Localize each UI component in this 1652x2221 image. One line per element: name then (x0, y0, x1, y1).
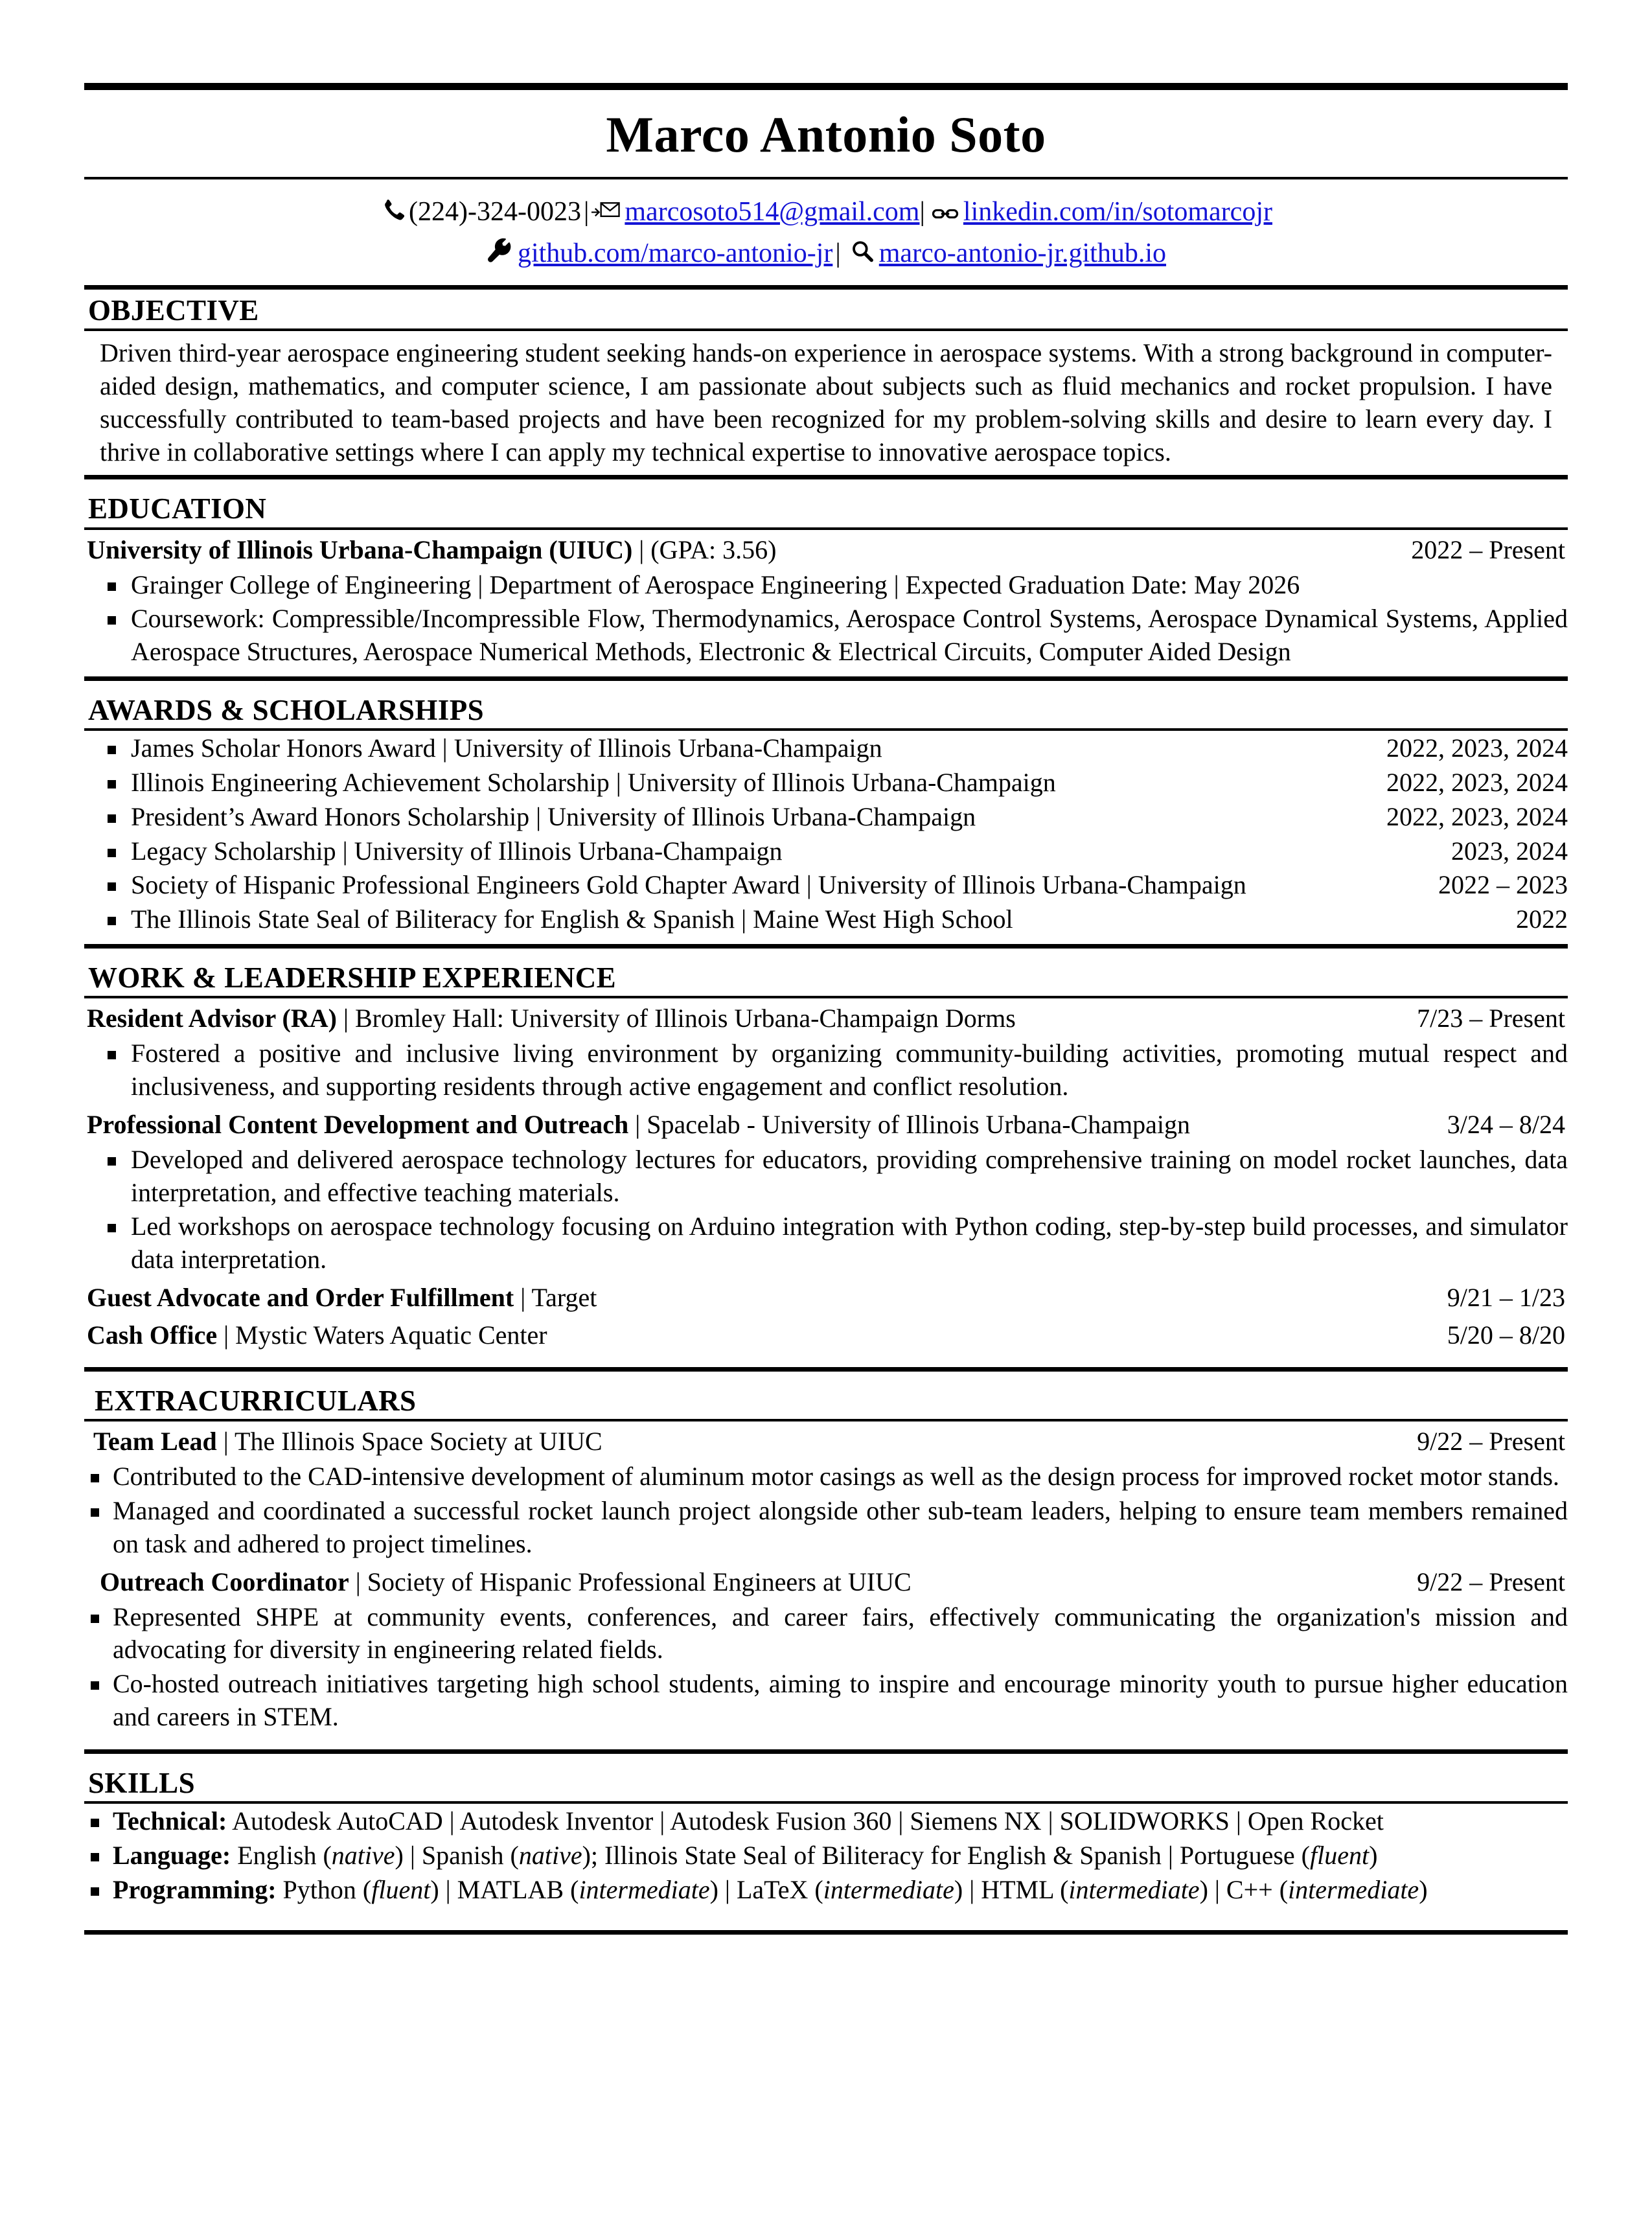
section-objective (84, 285, 1568, 479)
extracurriculars-bottom-rule (84, 1749, 1568, 1754)
list-item (84, 1805, 1568, 1838)
section-title-work: WORK & LEADERSHIP EXPERIENCE (88, 961, 617, 995)
list-item (84, 732, 1568, 765)
award-date: 2022, 2023, 2024 (1386, 733, 1568, 763)
skills-bottom-rule (84, 1930, 1568, 1935)
section-title-education: EDUCATION (88, 492, 267, 525)
extracurricular-dates: 9/22 – Present (1417, 1427, 1565, 1456)
award-date: 2022, 2023, 2024 (1386, 801, 1568, 831)
award-date: 2023, 2024 (1451, 836, 1568, 866)
section-title-skills: SKILLS (88, 1766, 195, 1799)
section-skills (84, 1754, 1568, 1935)
list-item: Managed and coordinated a successful rocket launch project alongside other sub-team leaders, helping to ensure team members remained on task and adhered to project timelines. (84, 1495, 1568, 1561)
work-org: | Target (514, 1283, 597, 1313)
work-dates: 9/21 – 1/23 (1447, 1283, 1565, 1313)
list-item: Contributed to the CAD-intensive development of aluminum motor casings as well as the design process for improved rocket motor stands. (84, 1460, 1568, 1493)
work-role: Resident Advisor (RA) (87, 1004, 337, 1033)
list-item (84, 835, 1568, 868)
award-text: Illinois Engineering Achievement Scholarship | University of Illinois Urbana-Champaign (131, 768, 1056, 798)
contact-block (84, 179, 1568, 270)
section-title-awards: AWARDS & SCHOLARSHIPS (88, 693, 485, 726)
work-bullets (84, 1037, 1568, 1103)
objective-top-rule (84, 285, 1568, 290)
work-entry-header (84, 998, 1568, 1036)
work-org: | Mystic Waters Aquatic Center (217, 1320, 547, 1350)
education-bottom-rule (84, 676, 1568, 681)
work-entry-header (84, 1105, 1568, 1142)
list-item: Represented SHPE at community events, conferences, and career fairs, effectively communicating the organization's mission and advocating for diversity in engineering related fields. (84, 1601, 1568, 1667)
extracurricular-bullets (84, 1460, 1568, 1560)
award-date: 2022, 2023, 2024 (1386, 768, 1568, 798)
work-role: Professional Content Development and Outreach (87, 1109, 629, 1139)
page-title: Marco Antonio Soto (606, 106, 1046, 163)
award-text: Legacy Scholarship | University of Illinois Urbana-Champaign (131, 836, 783, 866)
list-item (84, 766, 1568, 800)
work-entry-header (84, 1315, 1568, 1353)
work-dates: 5/20 – 8/20 (1447, 1320, 1565, 1350)
extracurricular-bullets (84, 1601, 1568, 1734)
work-role: Cash Office (87, 1320, 218, 1350)
section-awards (84, 681, 1568, 949)
extracurricular-entry-header (84, 1562, 1568, 1600)
list-item (84, 1839, 1568, 1872)
education-entry-header (84, 530, 1568, 568)
work-bottom-rule (84, 1367, 1568, 1372)
contact-separator-1: | (583, 197, 590, 227)
linkedin-link[interactable]: linkedin.com/in/sotomarcojr (963, 197, 1272, 227)
list-item: Grainger College of Engineering | Department of Aerospace Engineering | Expected Graduation Date: May 2026 (84, 569, 1568, 602)
list-item (84, 869, 1568, 902)
work-org: | Bromley Hall: University of Illinois Urbana-Champaign Dorms (336, 1004, 1016, 1033)
awards-title-rule (84, 728, 1568, 731)
education-dates: 2022 – Present (1411, 535, 1565, 564)
work-role: Guest Advocate and Order Fulfillment (87, 1283, 514, 1313)
contact-row-secondary (84, 238, 1568, 270)
list-item (84, 1874, 1568, 1907)
skills-list (84, 1805, 1568, 1906)
award-text: James Scholar Honors Award | University of Illinois Urbana-Champaign (131, 733, 882, 763)
list-item: Led workshops on aerospace technology focusing on Arduino integration with Python coding, step-by-step build processes, and simulator data interpretation. (84, 1210, 1568, 1276)
work-dates: 3/24 – 8/24 (1447, 1109, 1565, 1139)
work-org: | Spacelab - University of Illinois Urbana-Champaign (628, 1109, 1190, 1139)
contact-separator-3: | (835, 238, 841, 268)
skills-programming-label: Programming: (113, 1874, 277, 1904)
header-top-rule (84, 83, 1568, 90)
extracurricular-entry-header (84, 1421, 1568, 1459)
award-text: The Illinois State Seal of Biliteracy for English & Spanish | Maine West High School (131, 904, 1013, 934)
phone-icon (380, 198, 404, 222)
list-item (84, 903, 1568, 936)
github-link[interactable]: github.com/marco-antonio-jr (517, 238, 833, 268)
skills-title-rule (84, 1801, 1568, 1804)
awards-bottom-rule (84, 944, 1568, 949)
award-date: 2022 (1516, 904, 1568, 934)
wrench-icon (486, 238, 513, 264)
magnifier-icon (850, 239, 875, 264)
envelope-icon (591, 199, 620, 222)
skills-technical-value: Autodesk AutoCAD | Autodesk Inventor | Autodesk Fusion 360 | Siemens NX | SOLIDWORKS | Open Rocket (227, 1806, 1384, 1836)
section-title-objective: OBJECTIVE (88, 294, 259, 327)
award-date: 2022 – 2023 (1438, 870, 1568, 900)
skills-language-value: English (native) | Spanish (native); Illinois State Seal of Biliteracy for English & Spanish | Portuguese (fluent) (231, 1840, 1378, 1870)
list-item: Co-hosted outreach initiatives targeting high school students, aiming to inspire and encourage minority youth to pursue higher education and careers in STEM. (84, 1668, 1568, 1734)
section-work (84, 949, 1568, 1372)
resume-page (0, 83, 1652, 2221)
awards-list (84, 732, 1568, 936)
skills-technical-label: Technical: (113, 1806, 227, 1836)
website-link[interactable]: marco-antonio-jr.github.io (878, 238, 1167, 268)
link-icon (932, 205, 959, 222)
email-link[interactable]: marcosoto514@gmail.com (625, 197, 920, 227)
work-bullets (84, 1144, 1568, 1276)
phone-text: (224)-324-0023 (409, 197, 581, 227)
objective-bottom-rule (84, 475, 1568, 479)
extracurricular-org: | Society of Hispanic Professional Engineers at UIUC (349, 1567, 912, 1596)
skills-programming-value: Python (fluent) | MATLAB (intermediate) | LaTeX (intermediate) | HTML (intermediate) | C++ (intermediate) (276, 1874, 1428, 1904)
contact-row-primary (84, 196, 1568, 229)
work-dates: 7/23 – Present (1417, 1004, 1565, 1033)
section-title-extracurriculars: EXTRACURRICULARS (95, 1385, 417, 1418)
extracurricular-org: | The Illinois Space Society at UIUC (216, 1427, 602, 1456)
list-item: Developed and delivered aerospace technology lectures for educators, providing comprehensive training on model rocket launches, data interpretation, and effective teaching materials. (84, 1144, 1568, 1210)
education-school: University of Illinois Urbana-Champaign (UIUC) (87, 535, 633, 564)
list-item: Coursework: Compressible/Incompressible Flow, Thermodynamics, Aerospace Control Systems, Aerospace Dynamical Systems, Applied Aerospace Structures, Aerospace Numerical Methods, Electronic & Electrical Circuits, Computer Aided Design (84, 603, 1568, 669)
extracurricular-role: Team Lead (93, 1427, 217, 1456)
section-education (84, 479, 1568, 681)
work-entry-header (84, 1278, 1568, 1315)
section-extracurriculars (84, 1372, 1568, 1754)
list-item: Fostered a positive and inclusive living environment by organizing community-building activities, promoting mutual respect and inclusiveness, and supporting residents through active engagement and conflict resolution. (84, 1037, 1568, 1103)
objective-text: Driven third-year aerospace engineering student seeking hands-on experience in aerospace systems. With a strong background in computer-aided design, mathematics, and computer science, I am passionate about subjects such as fluid mechanics and rocket propulsion. I have successfully contributed to team-based projects and have been recognized for my problem-solving skills and desire to learn every day. I thrive in collaborative settings where I can apply my technical expertise to innovative aerospace topics. (100, 338, 1552, 467)
award-text: Society of Hispanic Professional Engineers Gold Chapter Award | University of Illinois Urbana-Champaign (131, 870, 1246, 900)
extracurricular-dates: 9/22 – Present (1417, 1567, 1565, 1596)
skills-language-label: Language: (113, 1840, 231, 1870)
education-gpa: | (GPA: 3.56) (632, 535, 777, 564)
education-bullets (84, 569, 1568, 669)
list-item (84, 801, 1568, 834)
award-text: President’s Award Honors Scholarship | University of Illinois Urbana-Champaign (131, 801, 976, 831)
extracurricular-role: Outreach Coordinator (100, 1567, 349, 1596)
contact-separator-2: | (919, 197, 925, 227)
